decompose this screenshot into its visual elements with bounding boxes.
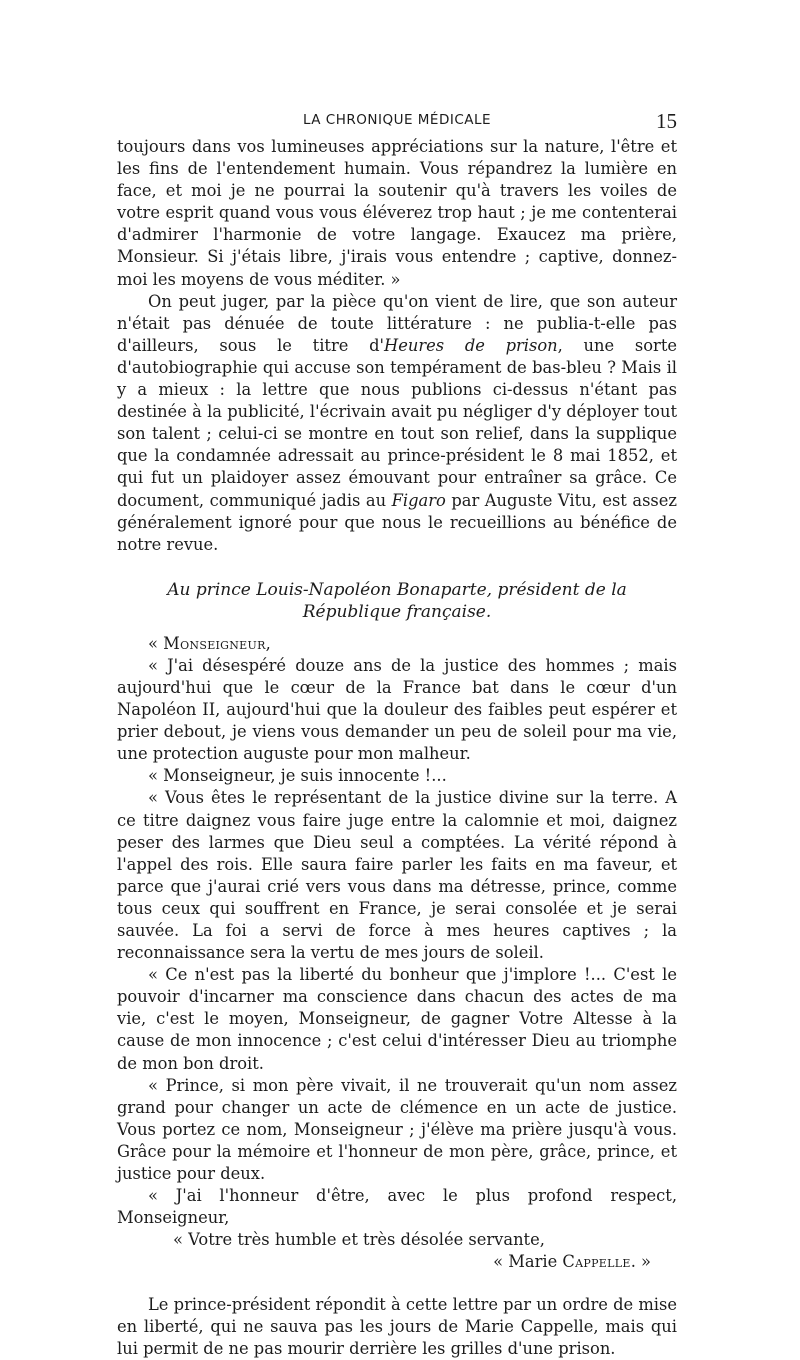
running-title: LA CHRONIQUE MÉDICALE — [302, 112, 492, 128]
letter-paragraph-5: « Prince, si mon père vivait, il ne trouverait qu'un nom assez grand pour changer un acte de clémence en un acte de justice. Vous portez ce nom, Monseigneur ; j'élève ma prière jusqu'à vous. Grâce pour la mémoire et l'honneur de mon père, grâce, prince, et justice pour deux. — [117, 1075, 677, 1184]
letter-signature-line: « Votre très humble et très désolée servante, — [173, 1230, 545, 1250]
commentary-part-1: On peut juger, par la pièce qu'on vient de lire, que son auteur n'était pas dénuée de toute littérature : ne publia-t-elle pas d'ailleurs, sous le titre d' — [117, 291, 677, 355]
commentary-part-2: , une sorte d'autobiographie qui accuse son tempérament de bas-bleu ? Mais il y a mieux : la lettre que nous publions ci-dessus n'étant pas destinée à la publicité, l'écrivain avait pu négliger d'y déployer tout son talent ; celui-ci se montre en tout son relief, dans la supplique que la condamnée adressait au prince-président le 8 mai 1852, et qui fut un plaidoyer assez émouvant pour entraîner sa grâce. Ce document, communiqué jadis au — [117, 335, 677, 510]
page-number: 15 — [656, 109, 677, 133]
letter-paragraph-2: « Monseigneur, je suis innocente !... — [148, 766, 447, 786]
signature-surname: Cappelle — [562, 1252, 631, 1272]
letter-heading: Au prince Louis-Napoléon Bonaparte, président de la République française. — [167, 579, 627, 622]
newspaper-title: Figaro — [391, 490, 446, 510]
body-text — [117, 136, 677, 1360]
commentary-part-3: par Auguste Vitu, est assez généralement ignoré pour que nous le recueillions au bénéfice de notre revue. — [117, 490, 677, 554]
signature-suffix: . » — [630, 1252, 651, 1272]
running-header — [117, 110, 677, 132]
salutation-text: Monseigneur, — [163, 633, 272, 653]
paragraph-final: Le prince-président répondit à cette lettre par un ordre de mise en liberté, qui ne sauva pas les jours de Marie Cappelle, mais qui lui permit de ne pas mourir derrière les grilles d'une prison. — [117, 1294, 677, 1358]
letter-closing: « J'ai l'honneur d'être, avec le plus profond respect, Monseigneur, — [117, 1186, 677, 1228]
paragraph-continued: toujours dans vos lumineuses appréciations sur la nature, l'être et les fins de l'entendement humain. Vous répandrez la lumière en face, et moi je ne pourrai la soutenir qu'à travers les voiles de votre esprit quand vous vous éléverez trop haut ; je me contenterai d'admirer l'harmonie de votre langage. Exaucez ma prière, Monsieur. Si j'étais libre, j'irais vous entendre ; captive, donnez-moi les moyens de vous méditer. » — [117, 137, 677, 289]
signature-prefix: « Marie — [493, 1252, 563, 1272]
letter-signature-name — [117, 1251, 677, 1273]
letter-paragraph-1: « J'ai désespéré douze ans de la justice des hommes ; mais aujourd'hui que le cœur de la France bat dans le cœur d'un Napoléon II, aujourd'hui que la douleur des faibles peut espérer et prier debout, je viens vous demander un peu de soleil pour ma vie, une protection auguste pour mon malheur. — [117, 655, 677, 764]
letter-paragraph-4: « Ce n'est pas la liberté du bonheur que j'implore !... C'est le pouvoir d'incarner ma conscience dans chacun des actes de ma vie, c'est le moyen, Monseigneur, de gagner Votre Altesse à la cause de mon innocence ; c'est celui d'intéresser Dieu au triomphe de mon bon droit. — [117, 965, 677, 1073]
salutation-quote: « — [148, 633, 164, 653]
book-title: Heures de prison — [384, 335, 558, 355]
letter-paragraph-3: « Vous êtes le représentant de la justice divine sur la terre. A ce titre daignez vous faire juge entre la calomnie et moi, daignez peser des larmes que Dieu seul a comptées. La vérité répond à l'appel des rois. Elle saura faire parler les faits en ma faveur, et parce que j'aurai crié vers vous dans ma détresse, prince, comme tous ceux qui souffrent en France, je serai consolée et je serai sauvée. La foi a servi de force à mes heures captives ; la reconnaissance sera la vertu de mes jours de soleil. — [117, 788, 677, 963]
letter-salutation — [117, 633, 677, 655]
paragraph-commentary — [117, 291, 677, 556]
